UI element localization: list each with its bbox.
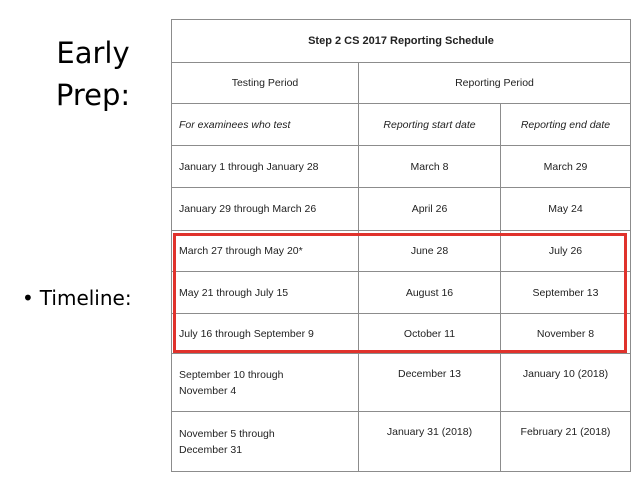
table-header-row [172, 63, 631, 104]
timeline-bullet [22, 286, 132, 310]
table-title: Step 2 CS 2017 Reporting Schedule [172, 20, 631, 63]
end-date-cell: January 10 (2018) [501, 354, 631, 412]
slide-title [38, 32, 148, 116]
testing-period-cell: January 1 through January 28 [172, 146, 359, 188]
end-date-cell: July 26 [501, 231, 631, 272]
start-date-cell: January 31 (2018) [359, 412, 501, 472]
period-line-2: December 31 [179, 443, 243, 456]
testing-period-cell [172, 354, 359, 412]
table-row [172, 354, 631, 412]
reporting-schedule-table [171, 19, 631, 472]
start-date-cell: October 11 [359, 314, 501, 354]
table-title-row [172, 20, 631, 63]
end-date-cell: March 29 [501, 146, 631, 188]
header-reporting-period: Reporting Period [359, 63, 631, 104]
subheader-start-date: Reporting start date [359, 104, 501, 146]
subheader-end-date: Reporting end date [501, 104, 631, 146]
bullet-marker: • [22, 286, 34, 310]
bullet-text: Timeline: [39, 286, 132, 310]
table-row [172, 412, 631, 472]
start-date-cell: December 13 [359, 354, 501, 412]
start-date-cell: March 8 [359, 146, 501, 188]
slide-title-line-1: Early [56, 36, 130, 70]
end-date-cell: November 8 [501, 314, 631, 354]
testing-period-cell [172, 412, 359, 472]
period-line-1: November 5 through [179, 427, 275, 440]
start-date-cell: April 26 [359, 188, 501, 231]
subheader-examinees: For examinees who test [172, 104, 359, 146]
testing-period-cell: January 29 through March 26 [172, 188, 359, 231]
slide-title-line-2: Prep: [55, 78, 131, 112]
table-subheader-row [172, 104, 631, 146]
start-date-cell: August 16 [359, 272, 501, 314]
table-row [172, 272, 631, 314]
period-line-1: September 10 through [179, 368, 284, 381]
end-date-cell: May 24 [501, 188, 631, 231]
testing-period-cell: March 27 through May 20* [172, 231, 359, 272]
table-row [172, 146, 631, 188]
end-date-cell: February 21 (2018) [501, 412, 631, 472]
start-date-cell: June 28 [359, 231, 501, 272]
testing-period-cell: May 21 through July 15 [172, 272, 359, 314]
table-row [172, 314, 631, 354]
period-line-2: November 4 [179, 384, 237, 397]
end-date-cell: September 13 [501, 272, 631, 314]
header-testing-period: Testing Period [172, 63, 359, 104]
testing-period-cell: July 16 through September 9 [172, 314, 359, 354]
table-row [172, 231, 631, 272]
table-row [172, 188, 631, 231]
